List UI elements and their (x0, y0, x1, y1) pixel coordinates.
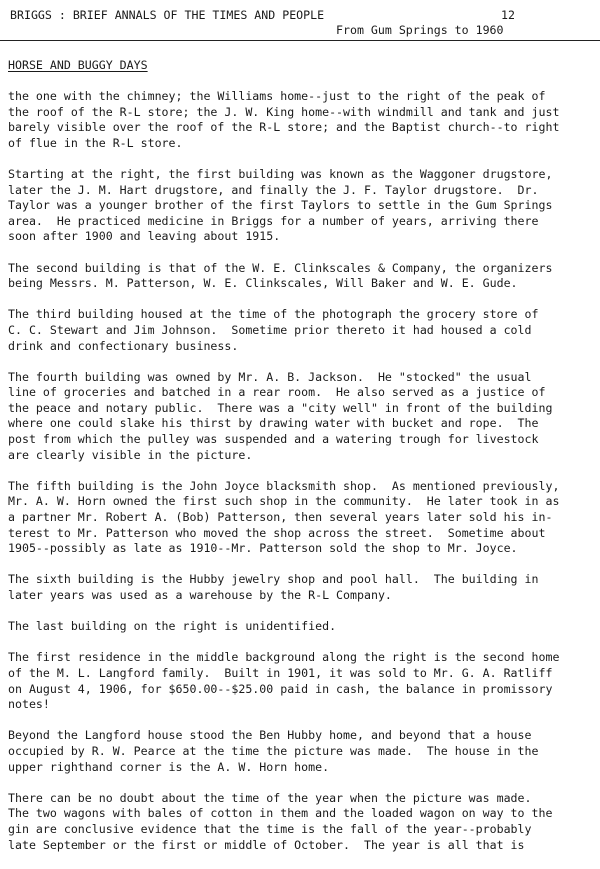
text-line: the one with the chimney; the Williams home--just to the right of the peak of (8, 89, 546, 103)
running-header-subtitle: From Gum Springs to 1960 (336, 23, 504, 37)
text-line: the peace and notary public. There was a "city well" in front of the building (8, 400, 553, 415)
header-rule (0, 40, 600, 41)
text-line: drink and confectionary business. (8, 338, 239, 353)
text-line: the roof of the R-L store; the J. W. King home--with windmill and tank and just (8, 104, 560, 119)
text-line: Mr. A. W. Horn owned the first such shop in the community. He later took in as (8, 494, 560, 509)
text-line: of flue in the R-L store. (8, 135, 183, 150)
text-line: Starting at the right, the first building was known as the Waggoner drugstore, (8, 166, 553, 181)
paragraph (8, 370, 598, 464)
paragraph (8, 307, 598, 354)
text-line: line of groceries and batched in a rear room. He also served as a justice of (8, 385, 546, 400)
text-line: are clearly visible in the picture. (8, 447, 253, 462)
text-line: terest to Mr. Patterson who moved the shop across the street. Sometime about (8, 525, 546, 540)
paragraph (8, 167, 598, 245)
section-title: HORSE AND BUGGY DAYS (8, 58, 148, 72)
text-line: where one could slake his thirst by drawing water with bucket and rope. The (8, 416, 539, 431)
text-line: later years was used as a warehouse by the R-L Company. (8, 588, 392, 602)
text-line: occupied by R. W. Pearce at the time the picture was made. The house in the (8, 743, 539, 758)
paragraph (8, 728, 598, 775)
text-line: late September or the first or middle of October. The year is all that is (8, 837, 525, 852)
body-text (8, 89, 598, 869)
text-line: The two wagons with bales of cotton in them and the loaded wagon on way to the (8, 806, 553, 821)
paragraph (8, 572, 598, 603)
text-line: on August 4, 1906, for $650.00--$25.00 paid in cash, the balance in promissory (8, 681, 553, 696)
text-line: a partner Mr. Robert A. (Bob) Patterson, then several years later sold his in- (8, 510, 553, 525)
paragraph (8, 619, 598, 635)
text-line: The third building housed at the time of the photograph the grocery store of (8, 307, 539, 322)
text-line: C. C. Stewart and Jim Johnson. Sometime prior thereto it had housed a cold (8, 322, 532, 337)
text-line: There can be no doubt about the time of the year when the picture was made. (8, 790, 532, 805)
paragraph (8, 261, 598, 292)
text-line: The first residence in the middle background along the right is the second home (8, 650, 560, 665)
text-line: gin are conclusive evidence that the time is the fall of the year--probably (8, 821, 532, 836)
text-line: The second building is that of the W. E. Clinkscales & Company, the organizers (8, 260, 553, 275)
text-line: notes! (8, 697, 50, 712)
text-line: Taylor was a younger brother of the first Taylors to settle in the Gum Springs (8, 198, 553, 213)
text-line: being Messrs. M. Patterson, W. E. Clinkscales, Will Baker and W. E. Gude. (8, 276, 518, 291)
text-line: Beyond the Langford house stood the Ben Hubby home, and beyond that a house (8, 728, 532, 743)
text-line: later the J. M. Hart drugstore, and finally the J. F. Taylor drugstore. Dr. (8, 182, 539, 197)
paragraph (8, 650, 598, 712)
text-line: 1905--possibly as late as 1910--Mr. Patterson sold the shop to Mr. Joyce. (8, 541, 518, 556)
text-line: The sixth building is the Hubby jewelry shop and pool hall. The building in (8, 572, 539, 587)
text-line: The fifth building is the John Joyce blacksmith shop. As mentioned previously, (8, 478, 560, 493)
text-line: soon after 1900 and leaving about 1915. (8, 229, 281, 244)
text-line: barely visible over the roof of the R-L store; and the Baptist church--to right (8, 120, 560, 135)
text-line: of the M. L. Langford family. Built in 1901, it was sold to Mr. G. A. Ratliff (8, 665, 553, 680)
text-line: The last building on the right is unidentified. (8, 619, 337, 634)
text-line: upper righthand corner is the A. W. Horn home. (8, 759, 330, 774)
text-line: post from which the pulley was suspended and a watering trough for livestock (8, 432, 539, 447)
paragraph (8, 791, 598, 853)
page-number: 12 (501, 8, 515, 22)
paragraph (8, 479, 598, 557)
paragraph (8, 89, 598, 151)
text-line: The fourth building was owned by Mr. A. B. Jackson. He "stocked" the usual (8, 369, 532, 384)
text-line: area. He practiced medicine in Briggs for a number of years, arriving there (8, 213, 539, 228)
running-header-title: BRIGGS : BRIEF ANNALS OF THE TIMES AND PEOPLE (10, 8, 325, 22)
